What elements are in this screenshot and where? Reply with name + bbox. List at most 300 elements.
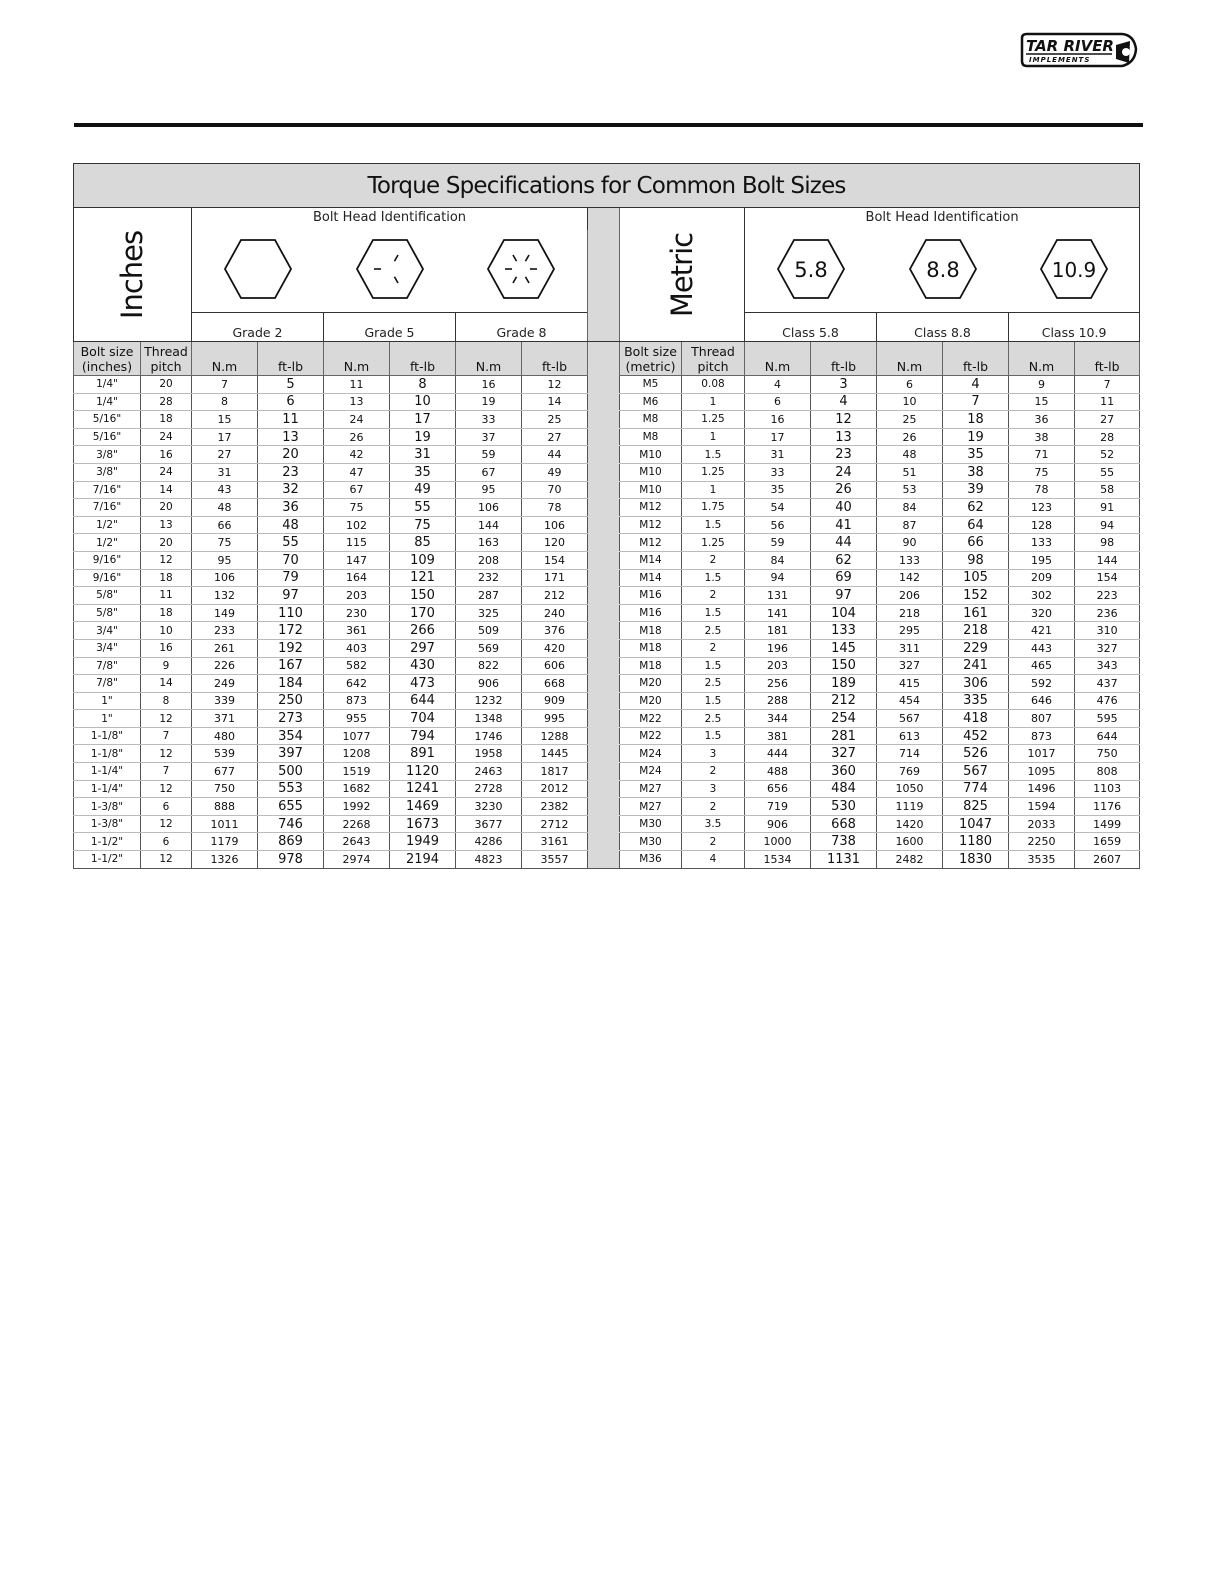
table-cell: 84 bbox=[745, 551, 811, 569]
table-cell: 906 bbox=[745, 815, 811, 833]
table-cell: 132 bbox=[192, 587, 258, 605]
table-cell: 7 bbox=[943, 393, 1009, 411]
table-cell: 18 bbox=[141, 569, 192, 587]
table-cell: 106 bbox=[192, 569, 258, 587]
table-cell: 16 bbox=[141, 639, 192, 657]
table-row bbox=[74, 745, 1140, 763]
table-cell: 171 bbox=[522, 569, 588, 587]
table-cell: 668 bbox=[811, 815, 877, 833]
table-cell: 1600 bbox=[877, 833, 943, 851]
table-cell: 48 bbox=[877, 446, 943, 464]
table-cell: 1/2" bbox=[74, 516, 141, 534]
table-cell: 266 bbox=[390, 622, 456, 640]
inches-bolt-head-label: Bolt Head Identification bbox=[192, 208, 588, 231]
table-row bbox=[74, 376, 1140, 394]
table-cell: 1095 bbox=[1009, 763, 1075, 781]
table-cell: 1120 bbox=[390, 763, 456, 781]
table-cell: 149 bbox=[192, 604, 258, 622]
table-cell: 11 bbox=[324, 376, 390, 394]
table-gap bbox=[588, 516, 620, 534]
table-cell: 738 bbox=[811, 833, 877, 851]
table-cell: 484 bbox=[811, 780, 877, 798]
table-cell: 164 bbox=[324, 569, 390, 587]
table-cell: 825 bbox=[943, 798, 1009, 816]
table-cell: 1.5 bbox=[682, 692, 745, 710]
table-cell: 12 bbox=[141, 851, 192, 869]
table-cell: 78 bbox=[522, 499, 588, 517]
table-cell: 62 bbox=[811, 551, 877, 569]
table-cell: 2643 bbox=[324, 833, 390, 851]
table-cell: 1594 bbox=[1009, 798, 1075, 816]
table-cell: 181 bbox=[745, 622, 811, 640]
table-cell: M16 bbox=[620, 587, 682, 605]
table-cell: 0.08 bbox=[682, 376, 745, 394]
table-cell: 1.5 bbox=[682, 657, 745, 675]
table-cell: 1176 bbox=[1075, 798, 1140, 816]
table-cell: 19 bbox=[943, 428, 1009, 446]
table-cell: M27 bbox=[620, 780, 682, 798]
table-cell: 66 bbox=[943, 534, 1009, 552]
table-cell: 909 bbox=[522, 692, 588, 710]
table-cell: 606 bbox=[522, 657, 588, 675]
table-cell: 85 bbox=[390, 534, 456, 552]
table-row bbox=[74, 551, 1140, 569]
table-cell: 212 bbox=[522, 587, 588, 605]
table-cell: 397 bbox=[258, 745, 324, 763]
table-cell: 24 bbox=[141, 463, 192, 481]
grade-5-head-cell bbox=[324, 230, 456, 313]
table-row bbox=[74, 622, 1140, 640]
table-cell: 51 bbox=[877, 463, 943, 481]
table-cell: M6 bbox=[620, 393, 682, 411]
table-cell: 1.5 bbox=[682, 446, 745, 464]
col-header-nm: N.m bbox=[745, 342, 811, 376]
table-cell: 11 bbox=[141, 587, 192, 605]
table-cell: 26 bbox=[811, 481, 877, 499]
table-cell: 254 bbox=[811, 710, 877, 728]
table-cell: 240 bbox=[522, 604, 588, 622]
table-cell: 1011 bbox=[192, 815, 258, 833]
class-5-8-mark: 5.8 bbox=[794, 258, 828, 282]
table-cell: 31 bbox=[192, 463, 258, 481]
table-row bbox=[74, 446, 1140, 464]
table-cell: 677 bbox=[192, 763, 258, 781]
table-cell: 42 bbox=[324, 446, 390, 464]
table-row bbox=[74, 411, 1140, 429]
table-cell: 306 bbox=[943, 675, 1009, 693]
table-cell: M10 bbox=[620, 481, 682, 499]
table-cell: 3 bbox=[682, 745, 745, 763]
table-cell: 1.5 bbox=[682, 727, 745, 745]
grade-5-hex-icon bbox=[354, 237, 426, 301]
table-cell: 5/16" bbox=[74, 411, 141, 429]
table-cell: 12 bbox=[141, 815, 192, 833]
table-cell: 31 bbox=[390, 446, 456, 464]
class-8-8-mark: 8.8 bbox=[925, 258, 960, 282]
table-cell: 2268 bbox=[324, 815, 390, 833]
table-cell: 142 bbox=[877, 569, 943, 587]
table-cell: 3/8" bbox=[74, 446, 141, 464]
table-cell: 55 bbox=[258, 534, 324, 552]
table-gap bbox=[588, 745, 620, 763]
table-cell: 327 bbox=[877, 657, 943, 675]
table-cell: 12 bbox=[522, 376, 588, 394]
table-cell: 35 bbox=[745, 481, 811, 499]
table-cell: 20 bbox=[141, 376, 192, 394]
table-row bbox=[74, 481, 1140, 499]
table-cell: 1" bbox=[74, 692, 141, 710]
table-cell: 241 bbox=[943, 657, 1009, 675]
table-cell: 320 bbox=[1009, 604, 1075, 622]
table-cell: 9/16" bbox=[74, 551, 141, 569]
table-cell: 4 bbox=[811, 393, 877, 411]
table-cell: 444 bbox=[745, 745, 811, 763]
col-header-ftlb: ft-lb bbox=[258, 342, 324, 376]
table-gap bbox=[588, 569, 620, 587]
table-cell: 66 bbox=[192, 516, 258, 534]
table-cell: 98 bbox=[943, 551, 1009, 569]
table-cell: 28 bbox=[141, 393, 192, 411]
table-gap bbox=[588, 376, 620, 394]
table-cell: 49 bbox=[390, 481, 456, 499]
table-cell: 36 bbox=[1009, 411, 1075, 429]
table-cell: 2.5 bbox=[682, 710, 745, 728]
table-cell: 3/4" bbox=[74, 622, 141, 640]
table-row bbox=[74, 534, 1140, 552]
table-cell: 75 bbox=[324, 499, 390, 517]
table-cell: 2728 bbox=[456, 780, 522, 798]
table-cell: 3.5 bbox=[682, 815, 745, 833]
tar-river-logo bbox=[1018, 30, 1140, 72]
table-cell: 1746 bbox=[456, 727, 522, 745]
table-cell: 25 bbox=[877, 411, 943, 429]
table-cell: 3/4" bbox=[74, 639, 141, 657]
table-gap bbox=[588, 587, 620, 605]
table-gap bbox=[588, 342, 620, 376]
table-cell: 236 bbox=[1075, 604, 1140, 622]
table-cell: 822 bbox=[456, 657, 522, 675]
table-cell: 10 bbox=[141, 622, 192, 640]
table-cell: 595 bbox=[1075, 710, 1140, 728]
table-cell: M30 bbox=[620, 833, 682, 851]
table-cell: 43 bbox=[192, 481, 258, 499]
table-cell: M5 bbox=[620, 376, 682, 394]
table-cell: 55 bbox=[1075, 463, 1140, 481]
table-cell: 48 bbox=[192, 499, 258, 517]
table-cell: 13 bbox=[324, 393, 390, 411]
table-cell: 656 bbox=[745, 780, 811, 798]
class-8-8-hex-icon bbox=[907, 237, 979, 301]
col-header-bolt-size-metric bbox=[620, 342, 682, 376]
table-cell: 1 bbox=[682, 393, 745, 411]
table-cell: M18 bbox=[620, 639, 682, 657]
class-5-8-hex-icon bbox=[775, 237, 847, 301]
table-cell: 3161 bbox=[522, 833, 588, 851]
table-cell: 189 bbox=[811, 675, 877, 693]
table-cell: 344 bbox=[745, 710, 811, 728]
table-cell: M12 bbox=[620, 534, 682, 552]
table-cell: 1.75 bbox=[682, 499, 745, 517]
table-cell: 418 bbox=[943, 710, 1009, 728]
class-10-9-mark: 10.9 bbox=[1051, 258, 1097, 282]
table-cell: 44 bbox=[522, 446, 588, 464]
table-cell: 24 bbox=[811, 463, 877, 481]
table-cell: M24 bbox=[620, 763, 682, 781]
col-header-text: Bolt size bbox=[80, 343, 134, 359]
table-cell: 421 bbox=[1009, 622, 1075, 640]
table-cell: 509 bbox=[456, 622, 522, 640]
table-row bbox=[74, 499, 1140, 517]
table-cell: 12 bbox=[141, 780, 192, 798]
metric-bolt-head-label: Bolt Head Identification bbox=[745, 208, 1140, 231]
table-cell: 808 bbox=[1075, 763, 1140, 781]
col-header-nm: N.m bbox=[192, 342, 258, 376]
table-gap bbox=[588, 692, 620, 710]
table-cell: 526 bbox=[943, 745, 1009, 763]
table-gap bbox=[588, 780, 620, 798]
table-cell: 110 bbox=[258, 604, 324, 622]
table-cell: 2033 bbox=[1009, 815, 1075, 833]
table-cell: 62 bbox=[943, 499, 1009, 517]
table-cell: 47 bbox=[324, 463, 390, 481]
table-cell: 19 bbox=[390, 428, 456, 446]
table-cell: 1" bbox=[74, 710, 141, 728]
table-cell: 95 bbox=[456, 481, 522, 499]
table-row bbox=[74, 587, 1140, 605]
table-cell: 873 bbox=[324, 692, 390, 710]
table-cell: M14 bbox=[620, 569, 682, 587]
table-cell: 343 bbox=[1075, 657, 1140, 675]
table-cell: 361 bbox=[324, 622, 390, 640]
table-cell: 59 bbox=[745, 534, 811, 552]
table-cell: 147 bbox=[324, 551, 390, 569]
table-gap bbox=[588, 393, 620, 411]
table-cell: 714 bbox=[877, 745, 943, 763]
table-cell: 28 bbox=[1075, 428, 1140, 446]
table-cell: 335 bbox=[943, 692, 1009, 710]
table-row bbox=[74, 763, 1140, 781]
table-cell: 145 bbox=[811, 639, 877, 657]
table-cell: M36 bbox=[620, 851, 682, 869]
table-row bbox=[74, 675, 1140, 693]
table-cell: 7/8" bbox=[74, 657, 141, 675]
table-cell: 888 bbox=[192, 798, 258, 816]
table-cell: 488 bbox=[745, 763, 811, 781]
table-cell: 1499 bbox=[1075, 815, 1140, 833]
table-cell: 59 bbox=[456, 446, 522, 464]
table-cell: 1232 bbox=[456, 692, 522, 710]
table-cell: 133 bbox=[1009, 534, 1075, 552]
table-cell: 24 bbox=[141, 428, 192, 446]
table-cell: 567 bbox=[943, 763, 1009, 781]
table-cell: 281 bbox=[811, 727, 877, 745]
table-cell: 24 bbox=[324, 411, 390, 429]
table-gap bbox=[588, 675, 620, 693]
table-cell: 1519 bbox=[324, 763, 390, 781]
table-cell: M12 bbox=[620, 499, 682, 517]
table-cell: 12 bbox=[141, 745, 192, 763]
table-cell: 150 bbox=[811, 657, 877, 675]
table-cell: 443 bbox=[1009, 639, 1075, 657]
table-cell: 2 bbox=[682, 798, 745, 816]
logo-text-main: TAR RIVER bbox=[1026, 37, 1114, 55]
col-header-bolt-size-inches bbox=[74, 342, 141, 376]
header-rule bbox=[74, 123, 1143, 127]
table-cell: 133 bbox=[877, 551, 943, 569]
table-cell: 94 bbox=[745, 569, 811, 587]
table-cell: 1-1/4" bbox=[74, 763, 141, 781]
table-cell: 5 bbox=[258, 376, 324, 394]
table-cell: 115 bbox=[324, 534, 390, 552]
class-10-9-hex-icon bbox=[1038, 237, 1110, 301]
table-cell: 1208 bbox=[324, 745, 390, 763]
table-cell: 70 bbox=[522, 481, 588, 499]
table-cell: 95 bbox=[192, 551, 258, 569]
table-gap bbox=[588, 534, 620, 552]
table-cell: 454 bbox=[877, 692, 943, 710]
table-cell: 94 bbox=[1075, 516, 1140, 534]
table-cell: 15 bbox=[1009, 393, 1075, 411]
table-gap bbox=[588, 622, 620, 640]
table-cell: 1326 bbox=[192, 851, 258, 869]
table-cell: 2 bbox=[682, 551, 745, 569]
table-cell: 67 bbox=[324, 481, 390, 499]
table-gap bbox=[588, 499, 620, 517]
col-header-text: (inches) bbox=[81, 358, 133, 374]
table-cell: 23 bbox=[811, 446, 877, 464]
table-cell: 1-3/8" bbox=[74, 798, 141, 816]
col-header-ftlb: ft-lb bbox=[811, 342, 877, 376]
table-cell: 1103 bbox=[1075, 780, 1140, 798]
table-cell: 15 bbox=[192, 411, 258, 429]
table-cell: 719 bbox=[745, 798, 811, 816]
table-cell: 1-1/2" bbox=[74, 833, 141, 851]
table-cell: 31 bbox=[745, 446, 811, 464]
table-row bbox=[74, 780, 1140, 798]
table-cell: 70 bbox=[258, 551, 324, 569]
table-gap bbox=[588, 604, 620, 622]
table-cell: 109 bbox=[390, 551, 456, 569]
table-cell: 1949 bbox=[390, 833, 456, 851]
table-cell: 27 bbox=[192, 446, 258, 464]
table-cell: 6 bbox=[141, 833, 192, 851]
table-gap bbox=[588, 657, 620, 675]
table-cell: 25 bbox=[522, 411, 588, 429]
table-cell: 1/4" bbox=[74, 393, 141, 411]
grade-5-label: Grade 5 bbox=[324, 313, 456, 342]
table-cell: 223 bbox=[1075, 587, 1140, 605]
table-cell: 102 bbox=[324, 516, 390, 534]
table-cell: 98 bbox=[1075, 534, 1140, 552]
table-cell: 38 bbox=[1009, 428, 1075, 446]
table-cell: 297 bbox=[390, 639, 456, 657]
table-cell: 2 bbox=[682, 587, 745, 605]
table-cell: 2607 bbox=[1075, 851, 1140, 869]
logo-text-sub: IMPLEMENTS bbox=[1029, 56, 1091, 64]
table-cell: 18 bbox=[141, 604, 192, 622]
table-cell: 9 bbox=[141, 657, 192, 675]
table-cell: 7 bbox=[141, 727, 192, 745]
col-header-thread-pitch-metric bbox=[682, 342, 745, 376]
table-cell: 6 bbox=[745, 393, 811, 411]
table-cell: M20 bbox=[620, 675, 682, 693]
table-cell: 133 bbox=[811, 622, 877, 640]
table-cell: 6 bbox=[258, 393, 324, 411]
col-header-ftlb: ft-lb bbox=[522, 342, 588, 376]
table-cell: 206 bbox=[877, 587, 943, 605]
table-cell: 38 bbox=[943, 463, 1009, 481]
table-cell: 1047 bbox=[943, 815, 1009, 833]
table-row bbox=[74, 798, 1140, 816]
table-cell: 208 bbox=[456, 551, 522, 569]
table-cell: 249 bbox=[192, 675, 258, 693]
table-cell: 128 bbox=[1009, 516, 1075, 534]
table-cell: 79 bbox=[258, 569, 324, 587]
table-cell: 48 bbox=[258, 516, 324, 534]
table-cell: 4 bbox=[745, 376, 811, 394]
table-cell: 288 bbox=[745, 692, 811, 710]
table-cell: 32 bbox=[258, 481, 324, 499]
table-cell: 1469 bbox=[390, 798, 456, 816]
table-cell: 106 bbox=[522, 516, 588, 534]
table-cell: 869 bbox=[258, 833, 324, 851]
table-cell: 1534 bbox=[745, 851, 811, 869]
table-cell: 11 bbox=[258, 411, 324, 429]
table-cell: M20 bbox=[620, 692, 682, 710]
table-cell: 2482 bbox=[877, 851, 943, 869]
col-header-nm: N.m bbox=[324, 342, 390, 376]
table-cell: 152 bbox=[943, 587, 1009, 605]
class-10-9-label: Class 10.9 bbox=[1009, 313, 1140, 342]
table-cell: 567 bbox=[877, 710, 943, 728]
table-cell: 232 bbox=[456, 569, 522, 587]
table-cell: 465 bbox=[1009, 657, 1075, 675]
table-cell: 212 bbox=[811, 692, 877, 710]
table-cell: 144 bbox=[1075, 551, 1140, 569]
table-cell: 1420 bbox=[877, 815, 943, 833]
table-cell: 26 bbox=[324, 428, 390, 446]
table-gap bbox=[588, 763, 620, 781]
table-cell: M27 bbox=[620, 798, 682, 816]
table-cell: 104 bbox=[811, 604, 877, 622]
table-cell: 35 bbox=[943, 446, 1009, 464]
table-cell: 84 bbox=[877, 499, 943, 517]
class-10-9-head-cell bbox=[1009, 230, 1140, 313]
metric-label-cell bbox=[620, 208, 745, 342]
table-cell: 539 bbox=[192, 745, 258, 763]
table-cell: 5/8" bbox=[74, 587, 141, 605]
table-cell: 12 bbox=[811, 411, 877, 429]
table-cell: M8 bbox=[620, 428, 682, 446]
table-row bbox=[74, 710, 1140, 728]
table-cell: 11 bbox=[1075, 393, 1140, 411]
table-cell: 33 bbox=[745, 463, 811, 481]
table-cell: 582 bbox=[324, 657, 390, 675]
table-cell: 646 bbox=[1009, 692, 1075, 710]
table-cell: 20 bbox=[141, 534, 192, 552]
table-cell: 203 bbox=[324, 587, 390, 605]
table-cell: 52 bbox=[1075, 446, 1140, 464]
table-gap bbox=[588, 710, 620, 728]
torque-table bbox=[73, 163, 1140, 869]
table-cell: 41 bbox=[811, 516, 877, 534]
table-cell: M10 bbox=[620, 446, 682, 464]
table-cell: 106 bbox=[456, 499, 522, 517]
table-cell: 209 bbox=[1009, 569, 1075, 587]
table-cell: 420 bbox=[522, 639, 588, 657]
table-cell: 120 bbox=[522, 534, 588, 552]
table-cell: 2250 bbox=[1009, 833, 1075, 851]
